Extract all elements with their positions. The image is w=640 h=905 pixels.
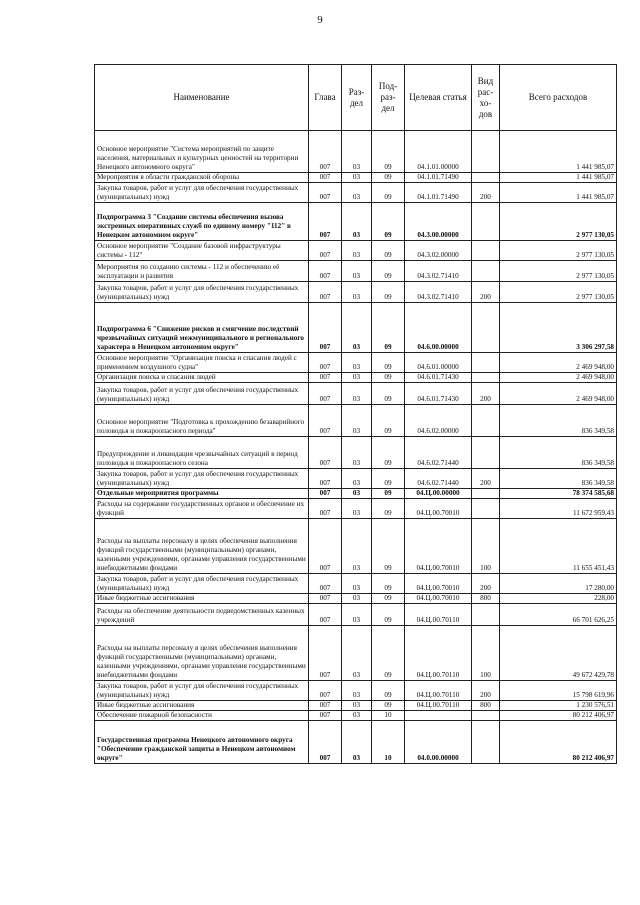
row-chapter: 007 xyxy=(309,303,342,353)
row-total: 2 469 948,00 xyxy=(500,373,617,383)
row-chapter: 007 xyxy=(309,626,342,681)
row-name: Расходы на содержание государственных органов и обеспечение их функций xyxy=(95,499,309,519)
row-subsection: 09 xyxy=(372,373,405,383)
row-name: Иные бюджетные ассигнования xyxy=(95,701,309,711)
row-expense-type xyxy=(472,604,500,626)
row-total: 2 977 130,05 xyxy=(500,241,617,261)
row-section: 03 xyxy=(342,469,372,489)
row-section: 03 xyxy=(342,241,372,261)
row-expense-type xyxy=(472,711,500,721)
table-body xyxy=(95,131,617,764)
row-section: 03 xyxy=(342,574,372,594)
row-total: 2 977 130,05 xyxy=(500,203,617,241)
row-expense-type: 200 xyxy=(472,574,500,594)
row-chapter: 007 xyxy=(309,519,342,574)
row-name: Закупка товаров, работ и услуг для обеспечения государственных (муниципальных) нужд xyxy=(95,183,309,203)
row-target-article: 04.Ц.00.70110 xyxy=(405,701,472,711)
row-expense-type xyxy=(472,499,500,519)
row-total: 836 349,58 xyxy=(500,405,617,437)
row-subsection: 09 xyxy=(372,405,405,437)
row-name: Мероприятия по созданию системы - 112 и обеспечению её эксплуатации и развития xyxy=(95,261,309,282)
row-section: 03 xyxy=(342,173,372,183)
row-expense-type xyxy=(472,261,500,282)
row-chapter: 007 xyxy=(309,261,342,282)
row-expense-type: 800 xyxy=(472,701,500,711)
row-subsection: 10 xyxy=(372,711,405,721)
row-section: 03 xyxy=(342,373,372,383)
row-target-article: 04.1.01.00000 xyxy=(405,131,472,173)
row-name: Закупка товаров, работ и услуг для обеспечения государственных (муниципальных) нужд xyxy=(95,282,309,303)
table-row xyxy=(95,173,617,183)
table-row xyxy=(95,681,617,701)
row-chapter: 007 xyxy=(309,574,342,594)
table-row xyxy=(95,282,617,303)
row-subsection: 09 xyxy=(372,183,405,203)
row-section: 03 xyxy=(342,383,372,405)
row-section: 03 xyxy=(342,261,372,282)
row-name: Основное мероприятие "Создание базовой инфраструктуры системы - 112" xyxy=(95,241,309,261)
row-expense-type xyxy=(472,489,500,499)
table-row xyxy=(95,519,617,574)
row-target-article: 04.6.02.71440 xyxy=(405,437,472,469)
row-name: Подпрограмма 6 "Снижение рисков и смягчение последствий чрезвычайных ситуаций межмуниципального и регионального характера в Ненецком автономном округе" xyxy=(95,303,309,353)
row-subsection: 09 xyxy=(372,303,405,353)
row-target-article: 04.6.01.71430 xyxy=(405,383,472,405)
row-target-article: 04.6.02.00000 xyxy=(405,405,472,437)
row-chapter: 007 xyxy=(309,489,342,499)
header-chapter: Глава xyxy=(309,65,342,131)
row-chapter: 007 xyxy=(309,721,342,764)
row-target-article: 04.0.00.00000 xyxy=(405,721,472,764)
row-target-article: 04.1.01.71490 xyxy=(405,183,472,203)
table-row xyxy=(95,469,617,489)
row-name: Государственная программа Ненецкого автономного округа "Обеспечение гражданской защиты в Ненецком автономном округе" xyxy=(95,721,309,764)
row-target-article: 04.6.01.71430 xyxy=(405,373,472,383)
row-name: Иные бюджетные ассигнования xyxy=(95,594,309,604)
row-subsection: 09 xyxy=(372,131,405,173)
row-expense-type xyxy=(472,353,500,373)
row-name: Предупреждение и ликвидация чрезвычайных ситуаций в период половодья и пожароопасного сезона xyxy=(95,437,309,469)
row-target-article: 04.Ц.00.70110 xyxy=(405,681,472,701)
row-target-article: 04.Ц.00.70010 xyxy=(405,499,472,519)
row-total: 2 469 948,00 xyxy=(500,353,617,373)
table-row xyxy=(95,604,617,626)
header-name: Наименование xyxy=(95,65,309,131)
row-total: 2 977 130,05 xyxy=(500,282,617,303)
row-chapter: 007 xyxy=(309,383,342,405)
row-target-article: 04.Ц.00.00000 xyxy=(405,489,472,499)
table-row xyxy=(95,203,617,241)
row-chapter: 007 xyxy=(309,203,342,241)
row-section: 03 xyxy=(342,626,372,681)
row-chapter: 007 xyxy=(309,405,342,437)
row-chapter: 007 xyxy=(309,711,342,721)
row-target-article: 04.3.02.71410 xyxy=(405,261,472,282)
row-section: 03 xyxy=(342,405,372,437)
row-name: Основное мероприятие "Система мероприятий по защите населения, материальных и культурных ценностей на территории Ненецкого автономного округа" xyxy=(95,131,309,173)
row-expense-type xyxy=(472,173,500,183)
row-section: 03 xyxy=(342,721,372,764)
row-name: Отдельные мероприятия программы xyxy=(95,489,309,499)
table-row xyxy=(95,701,617,711)
row-expense-type: 200 xyxy=(472,383,500,405)
row-chapter: 007 xyxy=(309,594,342,604)
row-subsection: 09 xyxy=(372,604,405,626)
row-total: 3 306 297,58 xyxy=(500,303,617,353)
row-subsection: 09 xyxy=(372,241,405,261)
row-chapter: 007 xyxy=(309,282,342,303)
table-row xyxy=(95,711,617,721)
row-total: 2 977 130,05 xyxy=(500,261,617,282)
table-row xyxy=(95,437,617,469)
row-target-article: 04.6.00.00000 xyxy=(405,303,472,353)
row-section: 03 xyxy=(342,183,372,203)
row-total: 11 655 451,43 xyxy=(500,519,617,574)
row-chapter: 007 xyxy=(309,131,342,173)
row-section: 03 xyxy=(342,681,372,701)
row-section: 03 xyxy=(342,519,372,574)
row-chapter: 007 xyxy=(309,437,342,469)
table-row xyxy=(95,574,617,594)
row-subsection: 09 xyxy=(372,437,405,469)
row-section: 03 xyxy=(342,711,372,721)
table-row xyxy=(95,241,617,261)
row-expense-type: 100 xyxy=(472,626,500,681)
row-total: 17 280,00 xyxy=(500,574,617,594)
table-row xyxy=(95,353,617,373)
row-subsection: 09 xyxy=(372,261,405,282)
row-target-article: 04.6.01.00000 xyxy=(405,353,472,373)
header-expense-type: Вид рас-хо-дов xyxy=(472,65,500,131)
row-expense-type: 200 xyxy=(472,282,500,303)
row-expense-type: 200 xyxy=(472,183,500,203)
row-subsection: 09 xyxy=(372,574,405,594)
row-chapter: 007 xyxy=(309,353,342,373)
row-target-article xyxy=(405,711,472,721)
row-total: 49 672 429,78 xyxy=(500,626,617,681)
row-target-article: 04.Ц.00.70010 xyxy=(405,574,472,594)
row-total: 1 230 576,51 xyxy=(500,701,617,711)
row-name: Закупка товаров, работ и услуг для обеспечения государственных (муниципальных) нужд xyxy=(95,574,309,594)
table-row xyxy=(95,373,617,383)
table-row xyxy=(95,131,617,173)
header-subsection: Под-раз-дел xyxy=(372,65,405,131)
row-total: 80 212 406,97 xyxy=(500,711,617,721)
page-number: 9 xyxy=(317,14,323,26)
row-total: 2 469 948,00 xyxy=(500,383,617,405)
table-row xyxy=(95,303,617,353)
row-subsection: 09 xyxy=(372,594,405,604)
row-total: 80 212 406,97 xyxy=(500,721,617,764)
row-subsection: 09 xyxy=(372,626,405,681)
row-name: Закупка товаров, работ и услуг для обеспечения государственных (муниципальных) нужд xyxy=(95,681,309,701)
row-chapter: 007 xyxy=(309,604,342,626)
table-row xyxy=(95,183,617,203)
row-subsection: 09 xyxy=(372,469,405,489)
row-subsection: 09 xyxy=(372,701,405,711)
row-name: Закупка товаров, работ и услуг для обеспечения государственных (муниципальных) нужд xyxy=(95,469,309,489)
row-subsection: 09 xyxy=(372,173,405,183)
row-section: 03 xyxy=(342,131,372,173)
row-target-article: 04.3.02.71410 xyxy=(405,282,472,303)
row-expense-type xyxy=(472,373,500,383)
row-name: Подпрограмма 3 "Создание системы обеспечения вызова экстренных оперативных служб по единому номеру "112" в Ненецком автономном округе" xyxy=(95,203,309,241)
row-section: 03 xyxy=(342,303,372,353)
table-row xyxy=(95,594,617,604)
row-expense-type xyxy=(472,721,500,764)
row-total: 1 441 985,07 xyxy=(500,183,617,203)
row-subsection: 09 xyxy=(372,519,405,574)
row-target-article: 04.3.00.00000 xyxy=(405,203,472,241)
header-row xyxy=(95,65,617,131)
row-target-article: 04.Ц.00.70010 xyxy=(405,519,472,574)
row-chapter: 007 xyxy=(309,183,342,203)
table-row xyxy=(95,499,617,519)
row-section: 03 xyxy=(342,594,372,604)
row-name: Расходы на выплаты персоналу в целях обеспечения выполнения функций государственными (муниципальными) органами, казенными учреждениями, органами управления государственными внебюджетными фондами xyxy=(95,519,309,574)
row-total: 1 441 985,07 xyxy=(500,173,617,183)
table-row xyxy=(95,405,617,437)
row-name: Основное мероприятие "Подготовка к прохождению безаварийного половодья и пожароопасного периода" xyxy=(95,405,309,437)
row-expense-type: 800 xyxy=(472,594,500,604)
row-section: 03 xyxy=(342,203,372,241)
row-total: 228,00 xyxy=(500,594,617,604)
table-row xyxy=(95,383,617,405)
row-target-article: 04.1.01.71490 xyxy=(405,173,472,183)
row-target-article: 04.Ц.00.70110 xyxy=(405,626,472,681)
row-expense-type xyxy=(472,241,500,261)
row-name: Обеспечение пожарной безопасности xyxy=(95,711,309,721)
row-chapter: 007 xyxy=(309,469,342,489)
table-row xyxy=(95,626,617,681)
row-section: 03 xyxy=(342,353,372,373)
row-target-article: 04.Ц.00.70010 xyxy=(405,594,472,604)
row-subsection: 09 xyxy=(372,282,405,303)
row-expense-type xyxy=(472,131,500,173)
row-name: Мероприятия в области гражданской обороны xyxy=(95,173,309,183)
row-section: 03 xyxy=(342,604,372,626)
row-expense-type: 100 xyxy=(472,519,500,574)
table-row xyxy=(95,489,617,499)
row-expense-type xyxy=(472,405,500,437)
row-total: 78 374 585,68 xyxy=(500,489,617,499)
table-row xyxy=(95,261,617,282)
row-chapter: 007 xyxy=(309,681,342,701)
row-total: 15 798 619,96 xyxy=(500,681,617,701)
header-target-article: Целевая статья xyxy=(405,65,472,131)
row-target-article: 04.6.02.71440 xyxy=(405,469,472,489)
budget-table xyxy=(94,64,617,764)
row-chapter: 007 xyxy=(309,241,342,261)
row-subsection: 09 xyxy=(372,383,405,405)
row-subsection: 10 xyxy=(372,721,405,764)
row-subsection: 09 xyxy=(372,489,405,499)
row-chapter: 007 xyxy=(309,701,342,711)
row-target-article: 04.3.02.00000 xyxy=(405,241,472,261)
row-name: Организация поиска и спасания людей xyxy=(95,373,309,383)
row-section: 03 xyxy=(342,282,372,303)
row-name: Расходы на обеспечение деятельности подведомственных казенных учреждений xyxy=(95,604,309,626)
table-row xyxy=(95,721,617,764)
row-chapter: 007 xyxy=(309,173,342,183)
row-total: 836 349,58 xyxy=(500,437,617,469)
row-expense-type: 200 xyxy=(472,469,500,489)
row-name: Основное мероприятие "Организация поиска и спасания людей с применением воздушного судна" xyxy=(95,353,309,373)
row-section: 03 xyxy=(342,489,372,499)
row-expense-type: 200 xyxy=(472,681,500,701)
row-subsection: 09 xyxy=(372,353,405,373)
row-section: 03 xyxy=(342,701,372,711)
row-total: 1 441 985,07 xyxy=(500,131,617,173)
header-section: Раз-дел xyxy=(342,65,372,131)
row-subsection: 09 xyxy=(372,203,405,241)
row-expense-type xyxy=(472,303,500,353)
row-total: 11 672 959,43 xyxy=(500,499,617,519)
row-subsection: 09 xyxy=(372,681,405,701)
row-name: Закупка товаров, работ и услуг для обеспечения государственных (муниципальных) нужд xyxy=(95,383,309,405)
row-section: 03 xyxy=(342,499,372,519)
row-total: 66 701 626,25 xyxy=(500,604,617,626)
row-name: Расходы на выплаты персоналу в целях обеспечения выполнения функций государственными (муниципальными) органами, казенными учреждениями, органами управления государственными внебюджетными фондами xyxy=(95,626,309,681)
row-target-article: 04.Ц.00.70110 xyxy=(405,604,472,626)
row-chapter: 007 xyxy=(309,373,342,383)
header-total: Всего расходов xyxy=(500,65,617,131)
row-expense-type xyxy=(472,203,500,241)
row-expense-type xyxy=(472,437,500,469)
row-chapter: 007 xyxy=(309,499,342,519)
row-total: 836 349,58 xyxy=(500,469,617,489)
row-subsection: 09 xyxy=(372,499,405,519)
row-section: 03 xyxy=(342,437,372,469)
